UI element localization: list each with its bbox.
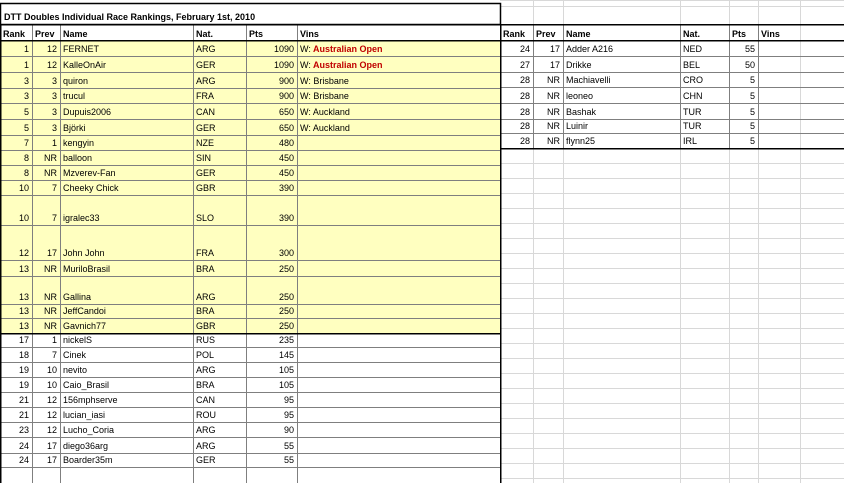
left-pts-cell: 900 [278, 76, 294, 86]
left-rank-cell: 5 [23, 107, 29, 117]
left-nat-cell: ARG [196, 76, 216, 86]
left-pts-cell: 55 [283, 441, 294, 451]
left-wins-cell: W: Auckland [300, 107, 350, 117]
left-nat-cell: POL [196, 350, 215, 360]
left-name-cell: nickelS [63, 335, 93, 345]
left-pts-cell: 55 [283, 455, 294, 465]
left-nat-cell: CAN [196, 107, 216, 117]
right-name-cell: Bashak [566, 107, 597, 117]
right-name-cell: leoneo [566, 91, 594, 101]
left-rank-cell: 24 [18, 441, 29, 451]
left-pts-cell: 650 [278, 123, 294, 133]
left-prev-cell: 3 [51, 91, 57, 101]
left-prev-cell: 7 [51, 350, 57, 360]
right-header-pts: Pts [732, 29, 747, 39]
left-name-cell: balloon [63, 153, 93, 163]
right-name-cell: Luinir [566, 121, 589, 131]
left-rank-cell: 12 [18, 248, 29, 258]
left-rank-cell: 3 [23, 91, 29, 101]
right-header-wins: Vins [761, 29, 780, 39]
left-rank-cell: 3 [23, 76, 29, 86]
right-prev-cell: NR [547, 121, 560, 131]
left-nat-cell: GER [196, 60, 216, 70]
left-prev-cell: 12 [46, 60, 57, 70]
sheet-title: DTT Doubles Individual Race Rankings, February 1st, 2010 [4, 12, 256, 22]
left-prev-cell: 17 [46, 441, 57, 451]
right-nat-cell: TUR [683, 107, 702, 117]
left-nat-cell: FRA [196, 248, 214, 258]
left-rank-cell: 8 [23, 168, 29, 178]
left-pts-cell: 250 [278, 264, 294, 274]
left-rank-cell: 13 [18, 292, 29, 302]
right-name-cell: Drikke [566, 60, 592, 70]
left-pts-cell: 450 [278, 168, 294, 178]
left-rank-cell: 5 [23, 123, 29, 133]
left-nat-cell: GER [196, 123, 216, 133]
left-pts-cell: 390 [278, 213, 294, 223]
left-prev-cell: 12 [46, 425, 57, 435]
left-prev-cell: 7 [51, 213, 57, 223]
left-prev-cell: 3 [51, 76, 57, 86]
left-prev-cell: NR [44, 153, 57, 163]
left-nat-cell: BRA [196, 264, 215, 274]
left-nat-cell: GER [196, 455, 216, 465]
left-name-cell: Lucho_Coria [63, 425, 115, 435]
left-prev-cell: 12 [46, 395, 57, 405]
right-name-cell: flynn25 [566, 136, 596, 146]
left-wins-cell: W: Australian Open [300, 44, 383, 54]
left-pts-cell: 1090 [273, 60, 294, 70]
right-prev-cell: NR [547, 136, 560, 146]
left-nat-cell: SIN [196, 153, 212, 163]
left-nat-cell: NZE [196, 138, 214, 148]
left-header-wins: Vins [300, 29, 319, 39]
left-pts-cell: 900 [278, 91, 294, 101]
left-prev-cell: NR [44, 321, 57, 331]
left-rank-cell: 21 [18, 410, 29, 420]
left-nat-cell: ARG [196, 44, 216, 54]
right-nat-cell: NED [683, 44, 703, 54]
left-header-name: Name [63, 29, 88, 39]
left-pts-cell: 105 [278, 365, 294, 375]
left-rank-cell: 13 [18, 306, 29, 316]
left-header-rank: Rank [3, 29, 26, 39]
right-rank-cell: 28 [519, 75, 530, 85]
left-pts-cell: 250 [278, 306, 294, 316]
left-wins-cell: W: Australian Open [300, 60, 383, 70]
left-rank-cell: 1 [23, 60, 29, 70]
left-name-cell: MuriloBrasil [63, 264, 111, 274]
left-nat-cell: ARG [196, 441, 216, 451]
right-header-prev: Prev [536, 29, 556, 39]
right-pts-cell: 5 [749, 121, 755, 131]
left-name-cell: Gavnich77 [63, 321, 107, 331]
left-name-cell: Björki [63, 123, 86, 133]
left-rank-cell: 1 [23, 44, 29, 54]
right-pts-cell: 50 [744, 60, 755, 70]
right-pts-cell: 5 [749, 91, 755, 101]
left-rank-cell: 8 [23, 153, 29, 163]
left-name-cell: nevito [63, 365, 88, 375]
right-rank-cell: 27 [519, 60, 530, 70]
left-rank-cell: 17 [18, 335, 29, 345]
right-prev-cell: 17 [549, 44, 560, 54]
left-pts-cell: 250 [278, 321, 294, 331]
left-prev-cell: 3 [51, 107, 57, 117]
left-name-cell: Mzverev-Fan [63, 168, 116, 178]
left-rank-cell: 23 [18, 425, 29, 435]
left-prev-cell: 17 [46, 248, 57, 258]
left-pts-cell: 90 [283, 425, 294, 435]
left-name-cell: Gallina [63, 292, 92, 302]
left-nat-cell: GER [196, 168, 216, 178]
left-prev-cell: 10 [46, 380, 57, 390]
left-name-cell: lucian_iasi [63, 410, 106, 420]
right-name-cell: Machiavelli [566, 75, 611, 85]
left-prev-cell: NR [44, 168, 57, 178]
left-name-cell: Cheeky Chick [63, 183, 119, 193]
left-rank-cell: 10 [18, 213, 29, 223]
right-header-nat: Nat. [683, 29, 701, 39]
left-prev-cell: NR [44, 264, 57, 274]
left-nat-cell: GBR [196, 183, 216, 193]
left-pts-cell: 300 [278, 248, 294, 258]
left-wins-cell: W: Auckland [300, 123, 350, 133]
right-header-rank: Rank [503, 29, 526, 39]
right-rank-cell: 28 [519, 91, 530, 101]
left-pts-cell: 390 [278, 183, 294, 193]
left-nat-cell: ARG [196, 365, 216, 375]
left-name-cell: JeffCandoi [63, 306, 106, 316]
right-header-name: Name [566, 29, 591, 39]
left-name-cell: igralec33 [63, 213, 100, 223]
left-prev-cell: 7 [51, 183, 57, 193]
right-pts-cell: 5 [749, 136, 755, 146]
left-header-pts: Pts [249, 29, 264, 39]
left-name-cell: Caio_Brasil [63, 380, 110, 390]
left-pts-cell: 105 [278, 380, 294, 390]
right-nat-cell: BEL [683, 60, 701, 70]
left-rank-cell: 7 [23, 138, 29, 148]
right-name-cell: Adder A216 [566, 44, 614, 54]
right-nat-cell: TUR [683, 121, 702, 131]
left-name-cell: kengyin [63, 138, 95, 148]
left-name-cell: quiron [63, 76, 89, 86]
left-nat-cell: SLO [196, 213, 215, 223]
left-header-prev: Prev [35, 29, 55, 39]
left-pts-cell: 95 [283, 410, 294, 420]
left-prev-cell: NR [44, 292, 57, 302]
left-name-cell: Boarder35m [63, 455, 113, 465]
right-pts-cell: 55 [744, 44, 755, 54]
right-prev-cell: NR [547, 107, 560, 117]
left-wins-cell: W: Brisbane [300, 91, 349, 101]
left-prev-cell: NR [44, 306, 57, 316]
left-name-cell: FERNET [63, 44, 99, 54]
left-nat-cell: BRA [196, 380, 215, 390]
left-name-cell: John John [63, 248, 105, 258]
left-pts-cell: 95 [283, 395, 294, 405]
right-nat-cell: CHN [683, 91, 703, 101]
left-prev-cell: 12 [46, 44, 57, 54]
left-name-cell: Dupuis2006 [63, 107, 112, 117]
left-header-nat: Nat. [196, 29, 214, 39]
left-prev-cell: 3 [51, 123, 57, 133]
left-name-cell: Cinek [63, 350, 87, 360]
left-prev-cell: 1 [51, 335, 57, 345]
left-nat-cell: ARG [196, 425, 216, 435]
right-pts-cell: 5 [749, 107, 755, 117]
left-prev-cell: 1 [51, 138, 57, 148]
left-pts-cell: 235 [278, 335, 294, 345]
right-rank-cell: 28 [519, 107, 530, 117]
right-prev-cell: NR [547, 91, 560, 101]
left-nat-cell: GBR [196, 321, 216, 331]
left-nat-cell: ROU [196, 410, 216, 420]
left-pts-cell: 250 [278, 292, 294, 302]
left-rank-cell: 18 [18, 350, 29, 360]
left-name-cell: KalleOnAir [63, 60, 107, 70]
left-rank-cell: 24 [18, 455, 29, 465]
left-name-cell: trucul [63, 91, 86, 101]
right-nat-cell: CRO [683, 75, 703, 85]
left-wins-cell: W: Brisbane [300, 76, 349, 86]
right-pts-cell: 5 [749, 75, 755, 85]
left-pts-cell: 1090 [273, 44, 294, 54]
left-nat-cell: FRA [196, 91, 214, 101]
left-nat-cell: RUS [196, 335, 216, 345]
right-rank-cell: 28 [519, 121, 530, 131]
left-pts-cell: 450 [278, 153, 294, 163]
right-rank-cell: 28 [519, 136, 530, 146]
left-nat-cell: CAN [196, 395, 216, 405]
left-rank-cell: 10 [18, 183, 29, 193]
right-rank-cell: 24 [519, 44, 530, 54]
left-name-cell: 156mphserve [63, 395, 118, 405]
left-pts-cell: 650 [278, 107, 294, 117]
left-prev-cell: 17 [46, 455, 57, 465]
left-prev-cell: 10 [46, 365, 57, 375]
left-pts-cell: 145 [278, 350, 294, 360]
left-rank-cell: 13 [18, 264, 29, 274]
left-rank-cell: 19 [18, 365, 29, 375]
left-rank-cell: 13 [18, 321, 29, 331]
left-name-cell: diego36arg [63, 441, 109, 451]
right-nat-cell: IRL [683, 136, 698, 146]
right-prev-cell: 17 [549, 60, 560, 70]
right-prev-cell: NR [547, 75, 560, 85]
left-nat-cell: BRA [196, 306, 215, 316]
left-pts-cell: 480 [278, 138, 294, 148]
left-nat-cell: ARG [196, 292, 216, 302]
left-rank-cell: 19 [18, 380, 29, 390]
left-prev-cell: 12 [46, 410, 57, 420]
left-rank-cell: 21 [18, 395, 29, 405]
